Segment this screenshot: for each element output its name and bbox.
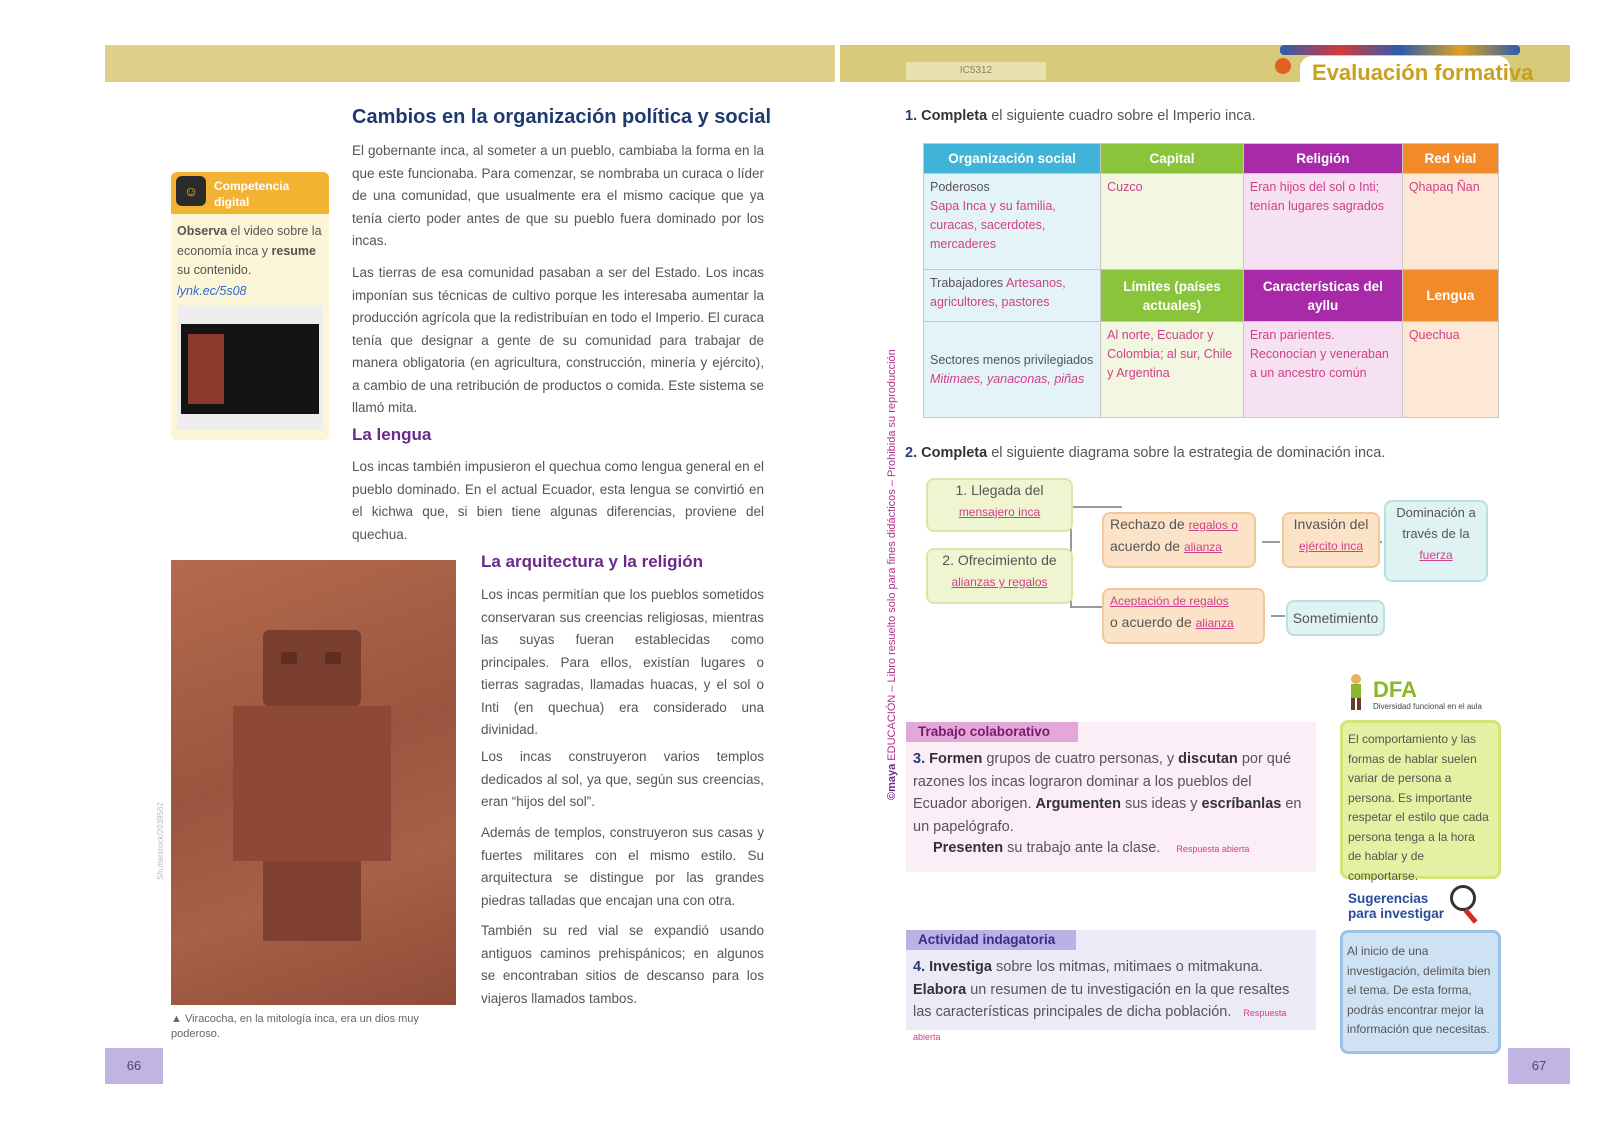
lengua-paragraph: Los incas también impusieron el quechua como lengua general en el pueblo dominado. En el actual Ecuador, esta lengua se convirtió en el kichwa que, si bien tiene algunas diferencias, proviene del quechua. xyxy=(352,459,764,542)
poderosos-label: Poderosos xyxy=(930,180,990,194)
q3-text-2: por qué razones los incas lograron dominar a los pueblos del Ecuador aborigen. xyxy=(913,751,1292,812)
diagram-step-2 xyxy=(926,548,1073,604)
question-1-verb: Completa xyxy=(921,108,988,124)
diagram-dominacion xyxy=(1384,500,1488,582)
diagram-invasion xyxy=(1282,512,1380,568)
arquitectura-paragraph-3: Además de templos, construyeron sus casas y fuertes militares con el mismo estilo. Su arquitectura se distingue por las grandes piedras talladas que encajan una con otra. xyxy=(481,825,764,908)
rechazo-text-2: acuerdo de xyxy=(1110,538,1181,554)
robot-icon: ☺ xyxy=(176,176,206,206)
sectores-answer: Mitimaes, yanaconas, piñas xyxy=(930,371,1085,386)
question-3-presenten xyxy=(933,840,1249,856)
competencia-text-end: su contenido. xyxy=(177,263,252,277)
header-capital: Capital xyxy=(1101,144,1244,174)
dominacion-answer: fuerza xyxy=(1419,548,1453,562)
invasion-text: Invasión del xyxy=(1293,516,1369,532)
cell-poderosos xyxy=(924,174,1101,270)
cell-caracteristicas-answer: Eran parientes. Reconocían y veneraban a un ancestro común xyxy=(1243,322,1402,418)
diagram-rechazo xyxy=(1102,512,1256,568)
pencils-decoration-icon xyxy=(1280,45,1520,55)
intro-paragraph: El gobernante inca, al someter a un pueblo, cambiaba la forma en la que este funcionaba. Para comenzar, se nombraba un curaca o líder de una comunidad, que usualmente era el mismo cacique que ya tenía cierto poder antes de que su pueblo fuera dominado por los incas. xyxy=(352,143,764,248)
poderosos-answer: Sapa Inca y su familia, curacas, sacerdotes, mercaderes xyxy=(930,199,1056,251)
book-code: IC5312 xyxy=(906,62,1046,80)
resume-verb: resume xyxy=(271,243,316,258)
acuerdo-answer: alianza xyxy=(1195,616,1234,630)
step-2-answer: alianzas y regalos xyxy=(951,575,1048,589)
sugerencias-title: Sugerencias para investigar xyxy=(1348,891,1445,921)
q3-text-4: en un papelógrafo. xyxy=(913,796,1302,835)
pencil-tip-icon xyxy=(1275,58,1291,74)
diagram-sometimiento: Sometimiento xyxy=(1286,600,1385,636)
invasion-answer: ejército inca xyxy=(1298,539,1364,553)
rechazo-text: Rechazo de xyxy=(1110,516,1185,532)
spine-brand: ©maya xyxy=(886,763,898,800)
cell-limites-answer: Al norte, Ecuador y Colombia; al sur, Chile y Argentina xyxy=(1101,322,1244,418)
question-4 xyxy=(913,956,1309,1048)
header-religion: Religión xyxy=(1243,144,1402,174)
q4-text-1: sobre los mitmas, mitimaes o mitmakuna. xyxy=(991,959,1263,975)
diagram-step-1 xyxy=(926,478,1073,532)
investiga-verb: Investiga xyxy=(929,959,992,975)
cell-capital-answer: Cuzco xyxy=(1101,174,1244,270)
magnifier-handle-icon xyxy=(1463,908,1477,923)
photo-caption: ▲ Viracocha, en la mitología inca, era un dios muy poderoso. xyxy=(171,1013,419,1040)
diagram-connector xyxy=(1070,506,1122,508)
trabajo-colaborativo-label: Trabajo colaborativo xyxy=(906,722,1078,742)
step-1-answer: mensajero inca xyxy=(958,505,1041,519)
presenten-verb: Presenten xyxy=(933,840,1004,856)
question-1 xyxy=(905,108,1256,124)
q3-open-answer: Respuesta abierta xyxy=(1176,844,1250,854)
q4-open-answer: Respuesta abierta xyxy=(913,1008,1287,1042)
question-3 xyxy=(913,748,1309,838)
competencia-digital-title: Competencia digital xyxy=(214,179,290,209)
page-number-left: 66 xyxy=(105,1048,163,1084)
cell-religion-answer: Eran hijos del sol o Inti; tenían lugares sagrados xyxy=(1243,174,1402,270)
rechazo-answer-2: alianza xyxy=(1183,540,1222,554)
photo-relief-body xyxy=(233,706,391,861)
elabora-verb: Elabora xyxy=(913,981,967,998)
argumenten-verb: Argumenten xyxy=(1035,796,1121,812)
header-caracteristicas-ayllu: Características del ayllu xyxy=(1243,270,1402,322)
arquitectura-heading: La arquitectura y la religión xyxy=(481,552,704,571)
trabajadores-answer: Artesanos, agricultores, pastores xyxy=(930,276,1066,309)
question-2-text: el siguiente diagrama sobre la estrategia de dominación inca. xyxy=(987,445,1386,461)
q3-text-1: grupos de cuatro personas, y xyxy=(982,751,1179,767)
question-3-number: 3. xyxy=(913,751,926,767)
cell-trabajadores xyxy=(924,270,1101,322)
trabajadores-label: Trabajadores xyxy=(930,276,1004,290)
q4-text-2: un resumen de tu investigación en la que resaltes las características principales de dicha población. xyxy=(913,981,1290,1020)
land-paragraph: Las tierras de esa comunidad pasaban a ser del Estado. Los incas imponían sus técnicas de cultivo porque les interesaba aumentar la producción agrícola que la redistribuían en todo el Imperio. El curaca tenía que designar a gente de su comunidad para trabajar de manera obligatoria (en agricultura, construcción, minería y ejército), a cambio de una retribución de productos o comida. Este sistema se llamó mita. xyxy=(352,265,764,415)
header-band-left xyxy=(105,45,835,82)
cell-sectores xyxy=(924,322,1101,418)
sugerencias-text: Al inicio de una investigación, delimita bien el tema. De esta forma, podrás encontrar mejor la información que necesitas. xyxy=(1347,944,1491,1036)
aceptacion-answer: Aceptación de regalos xyxy=(1110,594,1229,608)
dfa-text: El comportamiento y las formas de hablar suelen variar de persona a persona. Es importante respetar el estilo que cada persona tenga a la hora de hablar y de comportarse. xyxy=(1348,732,1489,883)
page-number-right: 67 xyxy=(1508,1048,1570,1084)
actividad-indagatoria-label: Actividad indagatoria xyxy=(906,930,1076,950)
arquitectura-paragraph-4: También su red vial se expandió usando antiguos caminos prehispánicos; en algunos se encontraban sitios de descanso para los viajeros llamados tambos. xyxy=(481,923,764,1006)
header-red-vial: Red vial xyxy=(1402,144,1498,174)
magnifier-icon xyxy=(1450,885,1476,911)
question-1-text: el siguiente cuadro sobre el Imperio inca. xyxy=(987,108,1256,124)
competencia-digital-text xyxy=(177,222,325,281)
observa-verb: Observa xyxy=(177,224,228,238)
video-link[interactable]: lynk.ec/5s08 xyxy=(177,284,247,298)
inca-empire-table xyxy=(923,143,1499,418)
dominacion-text: Dominación a través de la xyxy=(1396,505,1476,541)
step-1-text: 1. Llegada del xyxy=(955,482,1044,498)
diagram-connector xyxy=(1271,615,1285,617)
cell-red-vial-answer: Qhapaq Ñan xyxy=(1402,174,1498,270)
sectores-label: Sectores menos privilegiados xyxy=(930,352,1094,367)
question-1-number: 1. xyxy=(905,108,918,124)
escribanlas-verb: escríbanlas xyxy=(1201,796,1282,812)
photo-relief-eye xyxy=(325,652,341,664)
photo-relief-face xyxy=(263,630,361,706)
question-2-number: 2. xyxy=(905,445,918,461)
arquitectura-paragraph-2: Los incas construyeron varios templos dedicados al sol, ya que, según sus creencias, eran “hijos del sol”. xyxy=(481,749,764,809)
header-organizacion: Organización social xyxy=(924,144,1101,174)
rechazo-answer-1: regalos o xyxy=(1188,518,1238,532)
photo-relief-base xyxy=(263,861,361,941)
dfa-figure-icon xyxy=(1342,672,1370,712)
dfa-subtitle: Diversidad funcional en el aula xyxy=(1373,702,1482,711)
diagram-aceptacion xyxy=(1102,588,1265,644)
spine-notice xyxy=(886,349,898,800)
acuerdo-text: o acuerdo de xyxy=(1110,614,1192,630)
page-title: Cambios en la organización política y social xyxy=(352,106,772,128)
dfa-logo: DFA xyxy=(1373,677,1417,702)
photo-credit: Shutterstock/2039562 xyxy=(156,802,165,880)
q3-text-3: sus ideas y xyxy=(1120,796,1202,812)
photo-relief-eye xyxy=(281,652,297,664)
competencia-text-mid: el video sobre la economía inca y xyxy=(177,224,322,258)
arquitectura-paragraph-1: Los incas permitían que los pueblos sometidos conservaran sus creencias religiosas, mientras las suyas fueran establecidas como principales. Para ellos, existían lugares o tierras sagradas, llamadas huacas, y el sol o Inti (en quechua) era considerado una divinidad. xyxy=(481,587,764,737)
question-4-number: 4. xyxy=(913,959,926,975)
formen-verb: Formen xyxy=(929,751,983,767)
video-thumbnail xyxy=(188,334,224,404)
section-title: Evaluación formativa xyxy=(1312,60,1534,85)
q3-text-5: su trabajo ante la clase. xyxy=(1003,840,1161,856)
cell-lengua-answer: Quechua xyxy=(1402,322,1498,418)
header-limites: Límites (países actuales) xyxy=(1101,270,1244,322)
diagram-connector xyxy=(1262,541,1280,543)
step-2-text: 2. Ofrecimiento de xyxy=(942,552,1057,568)
question-2 xyxy=(905,445,1385,461)
spine-text: EDUCACIÓN – Libro resuelto solo para fines didácticos – Prohibida su reproducción xyxy=(886,349,898,761)
header-lengua: Lengua xyxy=(1402,270,1498,322)
lengua-heading: La lengua xyxy=(352,425,432,444)
question-2-verb: Completa xyxy=(921,445,988,461)
discutan-verb: discutan xyxy=(1178,751,1238,767)
